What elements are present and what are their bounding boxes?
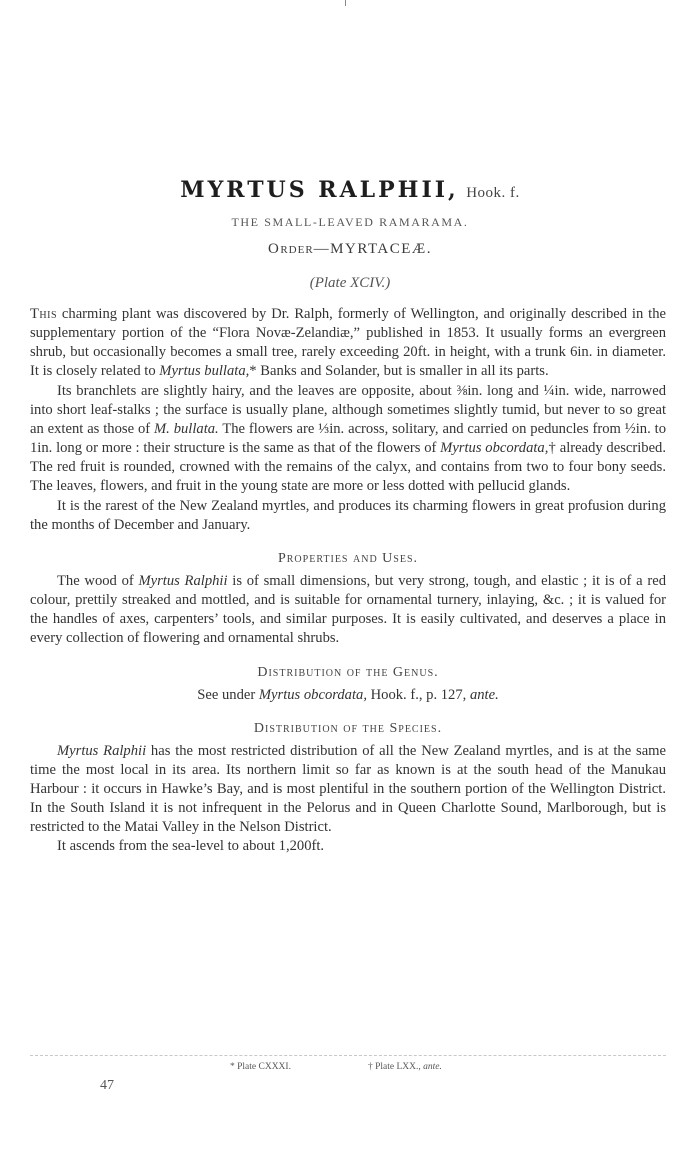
paragraph-text: has the most restricted distribution of all the New Zealand myrtles, and is at the same time the most local in its area. Its northern limit so far as known is at the south head of the Manukau Harbour : it occurs in Hawke’s Bay, and is most plentiful in the southern portion of the Wellington District. In the South Island it is not infrequent in the Pelorus and in Queen Charlotte Sound, Marlborough, but is restricted to the Matai Valley in the Nelson District. — [30, 742, 666, 836]
italic-text: Myrtus obcordata, — [258, 686, 367, 703]
paragraph-text: * Banks and Solander, but is smaller in all its parts. — [249, 363, 549, 380]
species-title: MYRTUS RALPHII, — [180, 177, 459, 203]
order-name: —MYRTACEÆ. — [313, 241, 432, 257]
paragraph-text: The wood of — [57, 572, 139, 589]
paragraph-distribution — [30, 742, 666, 838]
lead-word: This — [30, 306, 58, 322]
paragraph-text: Its branchlets are slightly hairy, and the leaves are opposite, about ⅜in. long and ¼in. wide, narrowed into short leaf-stalks ; the surface is usually plane, although sometimes slightly tumid, but never to so great an extent as those of — [30, 382, 666, 437]
italic-text: Myrtus Ralphii — [57, 742, 147, 759]
common-name: THE SMALL-LEAVED RAMARAMA. — [231, 215, 469, 229]
paragraph-text: The flowers are ⅓in. across, solitary, and carried on peduncles from ½in. to 1in. long or more : their structure is the same as that of the flowers of — [30, 420, 666, 457]
title-block — [30, 176, 670, 294]
paragraph-text: Hook. f., p. 127, — [366, 686, 470, 703]
footnote-divider — [30, 1055, 666, 1056]
heading-species: Distribution of the Species. — [253, 720, 443, 736]
body-text — [30, 305, 666, 857]
italic-text: Myrtus obcordata, — [440, 440, 549, 457]
italic-text: Myrtus bullata, — [159, 363, 250, 380]
paragraph-rarity: It is the rarest of the New Zealand myrtles, and produces its charming flowers in great profusion during the months of December and January. — [30, 497, 666, 533]
footnote-italic: ante. — [423, 1062, 442, 1072]
heading-properties: Properties and Uses. — [277, 550, 419, 566]
top-mark — [345, 0, 346, 6]
paragraph-intro — [30, 305, 666, 382]
italic-text: M. bullata. — [154, 420, 219, 437]
paragraph-uses — [30, 572, 666, 649]
paragraph-description — [30, 382, 666, 497]
page-number: 47 — [100, 1078, 114, 1093]
order-line — [30, 237, 670, 262]
paragraph-text: † already described. The red fruit is rounded, crowned with the remains of the calyx, and contains from two to four bony seeds. The leaves, flowers, and fruit in the young state are more or less dotted with pellucid glands. — [30, 440, 666, 495]
paragraph-genus-ref — [30, 686, 666, 705]
plate-reference: (Plate XCIV.) — [309, 275, 391, 291]
species-author: Hook. f. — [466, 185, 520, 201]
italic-text: ante. — [469, 686, 499, 703]
order-label-first: O — [267, 241, 281, 257]
heading-genus: Distribution of the Genus. — [257, 664, 439, 680]
paragraph-text: is of small dimensions, but very strong, tough, and elastic ; it is of a red colour, prettily streaked and mottled, and is suitable for ornamental turnery, inlaying, &c. ; it is valued for the handles of axes, carpenters’ tools, and similar purposes. It is easily cultivated, and deserves a place in every collection of flowering and ornamental shrubs. — [30, 572, 666, 647]
order-label-rest: RDER — [280, 244, 314, 256]
paragraph-text: charming plant was discovered by Dr. Ralph, formerly of Wellington, and originally described in the supplementary portion of the “Flora Novæ-Zelandiæ,” published in 1853. It usually forms an evergreen shrub, but occasionally becomes a small tree, rarely exceeding 20ft. in height, with a trunk 6in. in diameter. It is closely related to — [30, 306, 666, 380]
paragraph-text: See under — [197, 686, 259, 703]
footnote-text: † Plate LXX., — [368, 1062, 424, 1072]
italic-text: Myrtus Ralphii — [138, 572, 228, 589]
paragraph-altitude: It ascends from the sea-level to about 1,200ft. — [57, 838, 325, 855]
footnote-plate-cxxxi: * Plate CXXXI. — [230, 1062, 291, 1072]
footnote-plate-lxx — [368, 1062, 442, 1072]
title-line — [30, 176, 670, 207]
